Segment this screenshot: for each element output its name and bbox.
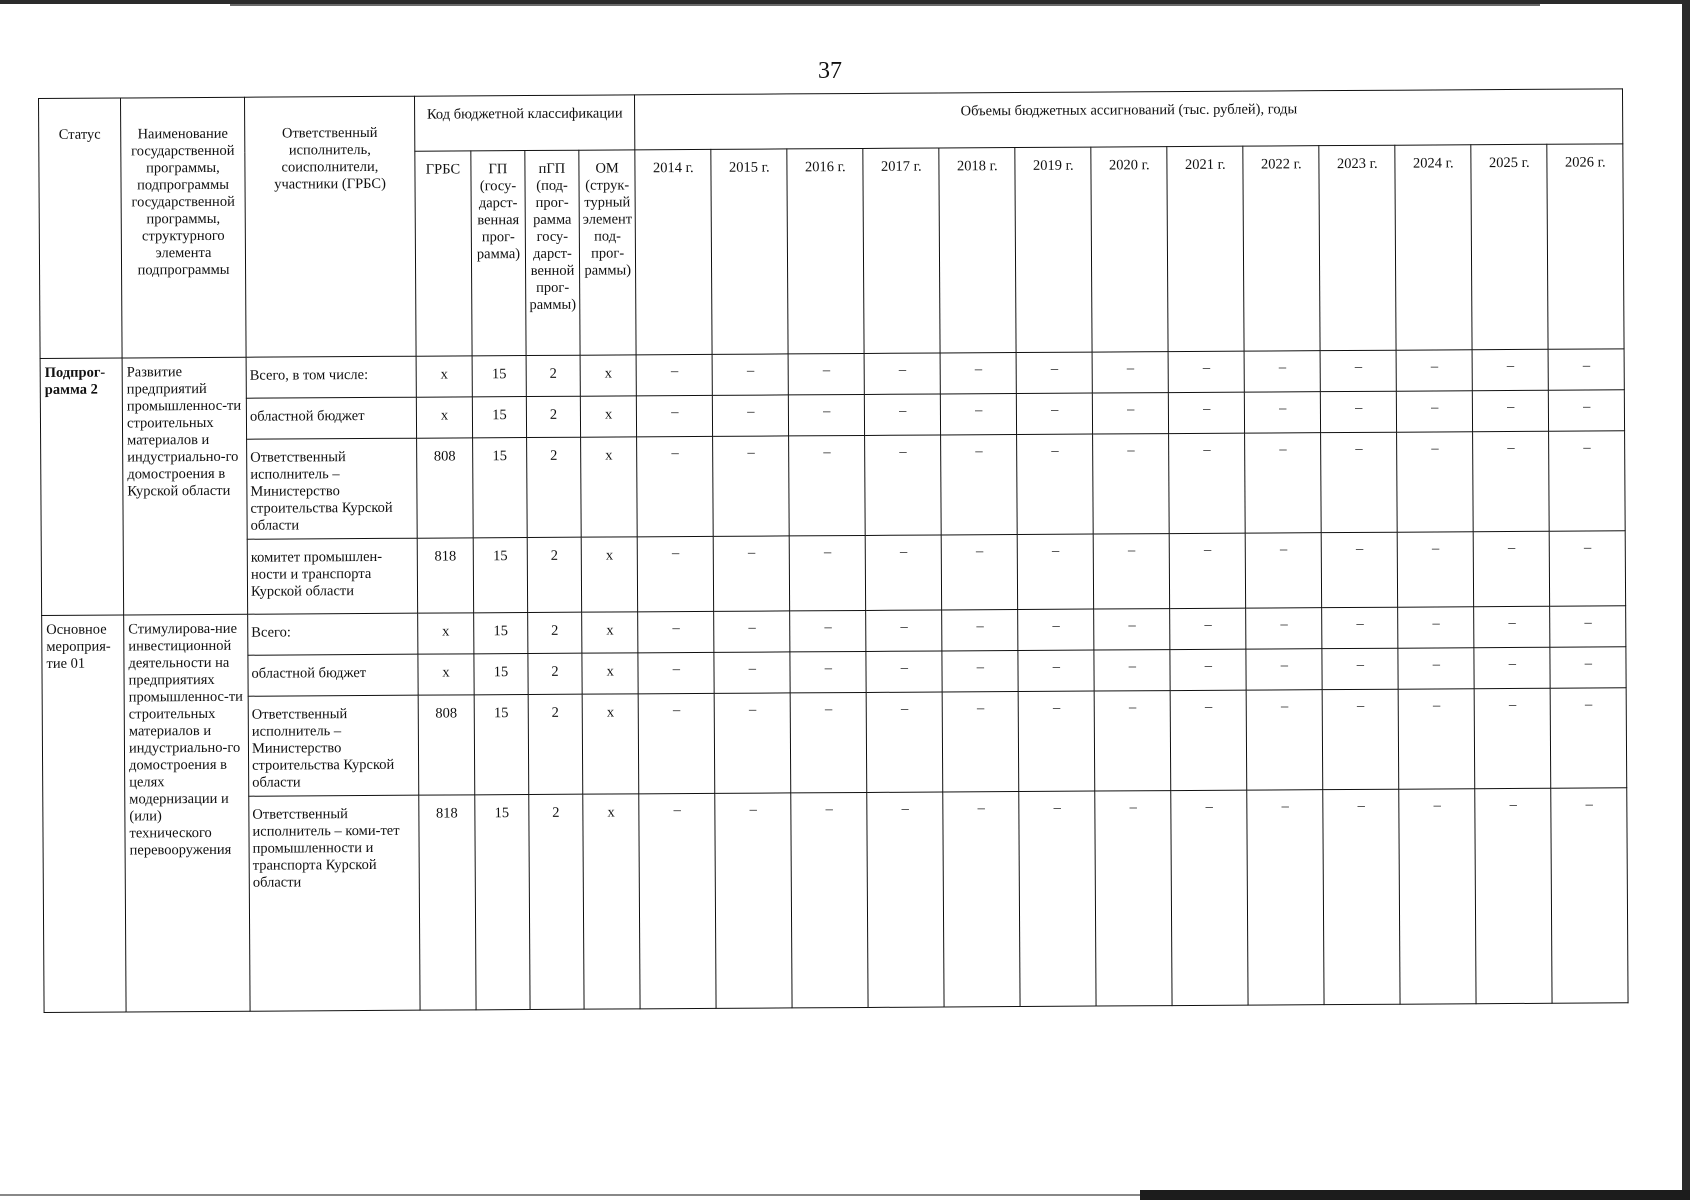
cell-year-2016: – bbox=[789, 394, 865, 435]
row-grbs: х bbox=[416, 397, 472, 438]
cell-year-2025: – bbox=[1475, 788, 1552, 1003]
cell-year-2014: – bbox=[638, 652, 714, 693]
cell-year-2019: – bbox=[1017, 393, 1093, 434]
cell-year-2024: – bbox=[1397, 391, 1473, 432]
cell-year-2023: – bbox=[1323, 789, 1400, 1004]
cell-year-2017: – bbox=[865, 435, 942, 535]
cell-year-2024: – bbox=[1398, 607, 1474, 648]
header-year-2023: 2023 г. bbox=[1319, 145, 1396, 350]
cell-year-2021: – bbox=[1170, 608, 1246, 649]
cell-year-2021: – bbox=[1168, 351, 1244, 392]
row-grbs: 818 bbox=[419, 795, 476, 1010]
cell-year-2021: – bbox=[1170, 533, 1246, 608]
cell-year-2026: – bbox=[1550, 606, 1626, 647]
cell-year-2022: – bbox=[1245, 392, 1321, 433]
cell-year-2015: – bbox=[715, 693, 792, 793]
header-year-2017: 2017 г. bbox=[863, 148, 940, 353]
row-executor: Всего, в том числе: bbox=[246, 356, 416, 398]
header-year-2019: 2019 г. bbox=[1015, 147, 1092, 352]
cell-year-2019: – bbox=[1019, 791, 1096, 1006]
cell-year-2022: – bbox=[1246, 690, 1323, 790]
header-budget-code: Код бюджетной классификации bbox=[414, 95, 635, 151]
row-om: х bbox=[582, 694, 639, 794]
header-year-2024: 2024 г. bbox=[1395, 145, 1472, 350]
cell-year-2014: – bbox=[637, 436, 714, 536]
table-row bbox=[43, 788, 1629, 1013]
header-year-2022: 2022 г. bbox=[1243, 146, 1320, 351]
cell-year-2014: – bbox=[637, 395, 713, 436]
row-gp: 15 bbox=[474, 695, 529, 795]
header-status: Статус bbox=[39, 98, 123, 358]
cell-year-2017: – bbox=[866, 610, 942, 651]
cell-year-2019: – bbox=[1018, 609, 1094, 650]
cell-year-2017: – bbox=[867, 692, 944, 792]
row-pgp: 2 bbox=[527, 537, 581, 612]
cell-year-2017: – bbox=[867, 792, 944, 1007]
row-pgp: 2 bbox=[526, 396, 580, 437]
row-gp: 15 bbox=[472, 356, 526, 397]
cell-year-2024: – bbox=[1399, 789, 1476, 1004]
scan-edge-right bbox=[1682, 0, 1690, 1200]
row-executor: Всего: bbox=[248, 613, 418, 655]
cell-year-2014: – bbox=[639, 693, 716, 793]
row-pgp: 2 bbox=[528, 694, 583, 794]
cell-year-2019: – bbox=[1019, 691, 1096, 791]
header-year-2018: 2018 г. bbox=[939, 148, 1016, 353]
header-year-2021: 2021 г. bbox=[1167, 146, 1244, 351]
row-executor: Ответственный исполнитель – Министерство строительства Курской области bbox=[247, 438, 418, 539]
cell-year-2018: – bbox=[940, 353, 1016, 394]
cell-year-2023: – bbox=[1322, 607, 1398, 648]
cell-year-2025: – bbox=[1474, 688, 1551, 788]
header-year-2020: 2020 г. bbox=[1091, 147, 1168, 352]
cell-year-2022: – bbox=[1246, 533, 1322, 608]
cell-year-2025: – bbox=[1474, 647, 1550, 688]
cell-year-2026: – bbox=[1550, 647, 1626, 688]
cell-year-2018: – bbox=[943, 792, 1020, 1007]
cell-year-2015: – bbox=[714, 611, 790, 652]
header-gp: ГП (госу-дарст-венная прог-рамма) bbox=[471, 151, 526, 356]
cell-year-2026: – bbox=[1550, 688, 1627, 788]
header-om: ОМ (струк-турный элемент под-прог-раммы) bbox=[579, 150, 637, 355]
cell-year-2014: – bbox=[636, 354, 712, 395]
row-om: х bbox=[580, 355, 637, 396]
row-om: х bbox=[583, 794, 641, 1009]
page-number: 37 bbox=[818, 58, 842, 84]
cell-year-2018: – bbox=[941, 435, 1018, 535]
cell-year-2018: – bbox=[941, 394, 1017, 435]
cell-year-2020: – bbox=[1094, 609, 1170, 650]
scan-edge-top-line bbox=[230, 4, 1540, 6]
row-pgp: 2 bbox=[528, 612, 582, 653]
header-volumes: Объемы бюджетных ассигнований (тыс. рублей), годы bbox=[635, 89, 1623, 150]
cell-year-2022: – bbox=[1246, 649, 1322, 690]
row-om: х bbox=[581, 537, 638, 612]
row-gp: 15 bbox=[474, 654, 528, 695]
cell-year-2024: – bbox=[1398, 689, 1475, 789]
cell-year-2020: – bbox=[1095, 691, 1172, 791]
cell-year-2016: – bbox=[790, 610, 866, 651]
cell-year-2023: – bbox=[1322, 689, 1399, 789]
cell-year-2018: – bbox=[942, 610, 1018, 651]
cell-year-2025: – bbox=[1474, 606, 1550, 647]
cell-year-2016: – bbox=[788, 353, 864, 394]
table-row bbox=[42, 688, 1627, 798]
budget-table-sheet bbox=[38, 88, 1629, 1013]
header-name: Наименование государственной программы, подпрограммы государственной программы, структурного элемента подпрограммы bbox=[121, 97, 247, 358]
cell-year-2015: – bbox=[714, 536, 790, 611]
cell-year-2020: – bbox=[1094, 650, 1170, 691]
cell-year-2025: – bbox=[1473, 390, 1549, 431]
cell-year-2022: – bbox=[1244, 351, 1320, 392]
cell-year-2019: – bbox=[1018, 650, 1094, 691]
header-pgp: пГП (под-прог-рамма госу-дарст-венной прог-раммы) bbox=[525, 150, 580, 355]
cell-year-2015: – bbox=[713, 395, 789, 436]
row-name: Развитие предприятий промышленнос-ти строительных материалов и индустриально-го домостроения в Курской области bbox=[122, 357, 248, 615]
cell-year-2023: – bbox=[1322, 532, 1398, 607]
cell-year-2014: – bbox=[638, 611, 714, 652]
row-grbs: х bbox=[418, 654, 474, 695]
header-executor: Ответственный исполнитель, соисполнители, участники (ГРБС) bbox=[244, 96, 416, 357]
cell-year-2021: – bbox=[1171, 790, 1248, 1005]
cell-year-2020: – bbox=[1093, 393, 1169, 434]
cell-year-2023: – bbox=[1321, 391, 1397, 432]
row-gp: 15 bbox=[474, 613, 528, 654]
cell-year-2015: – bbox=[714, 652, 790, 693]
row-grbs: 818 bbox=[417, 538, 473, 613]
cell-year-2024: – bbox=[1396, 350, 1472, 391]
cell-year-2026: – bbox=[1549, 431, 1626, 531]
cell-year-2021: – bbox=[1169, 433, 1246, 533]
row-grbs: 808 bbox=[417, 438, 474, 538]
row-executor: областной бюджет bbox=[246, 397, 416, 439]
cell-year-2016: – bbox=[791, 792, 868, 1007]
cell-year-2016: – bbox=[791, 692, 868, 792]
cell-year-2018: – bbox=[942, 535, 1018, 610]
cell-year-2020: – bbox=[1094, 534, 1170, 609]
row-name: Стимулирова-ние инвестиционной деятельности на предприятиях промышленнос-ти строительных материалов и индустриально-го домостроения в целях модернизации и (или) технического перевооружения bbox=[124, 614, 250, 1012]
cell-year-2026: – bbox=[1549, 390, 1625, 431]
header-year-2014: 2014 г. bbox=[635, 149, 712, 354]
row-gp: 15 bbox=[475, 795, 530, 1010]
cell-year-2014: – bbox=[638, 536, 714, 611]
cell-year-2026: – bbox=[1551, 788, 1628, 1003]
cell-year-2025: – bbox=[1473, 431, 1550, 531]
row-gp: 15 bbox=[472, 397, 526, 438]
cell-year-2020: – bbox=[1093, 434, 1170, 534]
row-om: х bbox=[582, 653, 639, 694]
cell-year-2023: – bbox=[1321, 432, 1398, 532]
row-pgp: 2 bbox=[528, 653, 582, 694]
row-gp: 15 bbox=[473, 538, 527, 613]
table-row bbox=[41, 431, 1626, 541]
header-grbs: ГРБС bbox=[415, 151, 472, 356]
row-grbs: 808 bbox=[418, 695, 475, 795]
row-executor: комитет промышлен-ности и транспорта Курской области bbox=[247, 538, 417, 614]
cell-year-2017: – bbox=[864, 353, 940, 394]
cell-year-2023: – bbox=[1322, 648, 1398, 689]
cell-year-2016: – bbox=[790, 651, 866, 692]
row-grbs: х bbox=[418, 613, 474, 654]
row-status: Основное мероприя-тие 01 bbox=[42, 615, 126, 1012]
cell-year-2018: – bbox=[943, 692, 1020, 792]
row-grbs: х bbox=[416, 356, 472, 397]
cell-year-2019: – bbox=[1018, 534, 1094, 609]
cell-year-2024: – bbox=[1397, 432, 1474, 532]
cell-year-2019: – bbox=[1017, 434, 1094, 534]
cell-year-2015: – bbox=[715, 793, 792, 1008]
cell-year-2017: – bbox=[865, 394, 941, 435]
cell-year-2021: – bbox=[1170, 649, 1246, 690]
cell-year-2022: – bbox=[1245, 433, 1322, 533]
budget-table bbox=[38, 88, 1629, 1013]
scan-edge-bottom bbox=[1140, 1190, 1690, 1200]
row-pgp: 2 bbox=[529, 794, 584, 1009]
cell-year-2025: – bbox=[1474, 531, 1550, 606]
cell-year-2015: – bbox=[712, 354, 788, 395]
cell-year-2024: – bbox=[1398, 648, 1474, 689]
cell-year-2026: – bbox=[1550, 531, 1626, 606]
cell-year-2014: – bbox=[639, 793, 716, 1008]
cell-year-2026: – bbox=[1548, 349, 1624, 390]
cell-year-2021: – bbox=[1169, 392, 1245, 433]
cell-year-2020: – bbox=[1092, 352, 1168, 393]
cell-year-2025: – bbox=[1472, 349, 1548, 390]
row-om: х bbox=[581, 437, 638, 537]
header-year-2025: 2025 г. bbox=[1471, 144, 1548, 349]
row-status: Подпрог-рамма 2 bbox=[40, 358, 124, 615]
header-year-2016: 2016 г. bbox=[787, 148, 864, 353]
cell-year-2024: – bbox=[1398, 532, 1474, 607]
row-om: х bbox=[580, 396, 637, 437]
cell-year-2022: – bbox=[1246, 608, 1322, 649]
header-year-2015: 2015 г. bbox=[711, 149, 788, 354]
cell-year-2020: – bbox=[1095, 791, 1172, 1006]
cell-year-2016: – bbox=[789, 435, 866, 535]
cell-year-2018: – bbox=[942, 651, 1018, 692]
cell-year-2022: – bbox=[1247, 790, 1324, 1005]
table-row bbox=[41, 531, 1626, 616]
row-executor: областной бюджет bbox=[248, 654, 418, 696]
row-executor: Ответственный исполнитель – Министерство строительства Курской области bbox=[248, 695, 419, 796]
cell-year-2016: – bbox=[790, 535, 866, 610]
row-pgp: 2 bbox=[526, 355, 580, 396]
header-year-2026: 2026 г. bbox=[1547, 144, 1624, 349]
cell-year-2017: – bbox=[866, 535, 942, 610]
cell-year-2017: – bbox=[866, 651, 942, 692]
cell-year-2019: – bbox=[1016, 352, 1092, 393]
row-om: х bbox=[582, 612, 639, 653]
row-pgp: 2 bbox=[527, 437, 582, 537]
row-gp: 15 bbox=[473, 438, 528, 538]
cell-year-2021: – bbox=[1171, 690, 1248, 790]
cell-year-2023: – bbox=[1320, 350, 1396, 391]
cell-year-2015: – bbox=[713, 436, 790, 536]
row-executor: Ответственный исполнитель – коми-тет промышленности и транспорта Курской области bbox=[249, 795, 420, 1011]
